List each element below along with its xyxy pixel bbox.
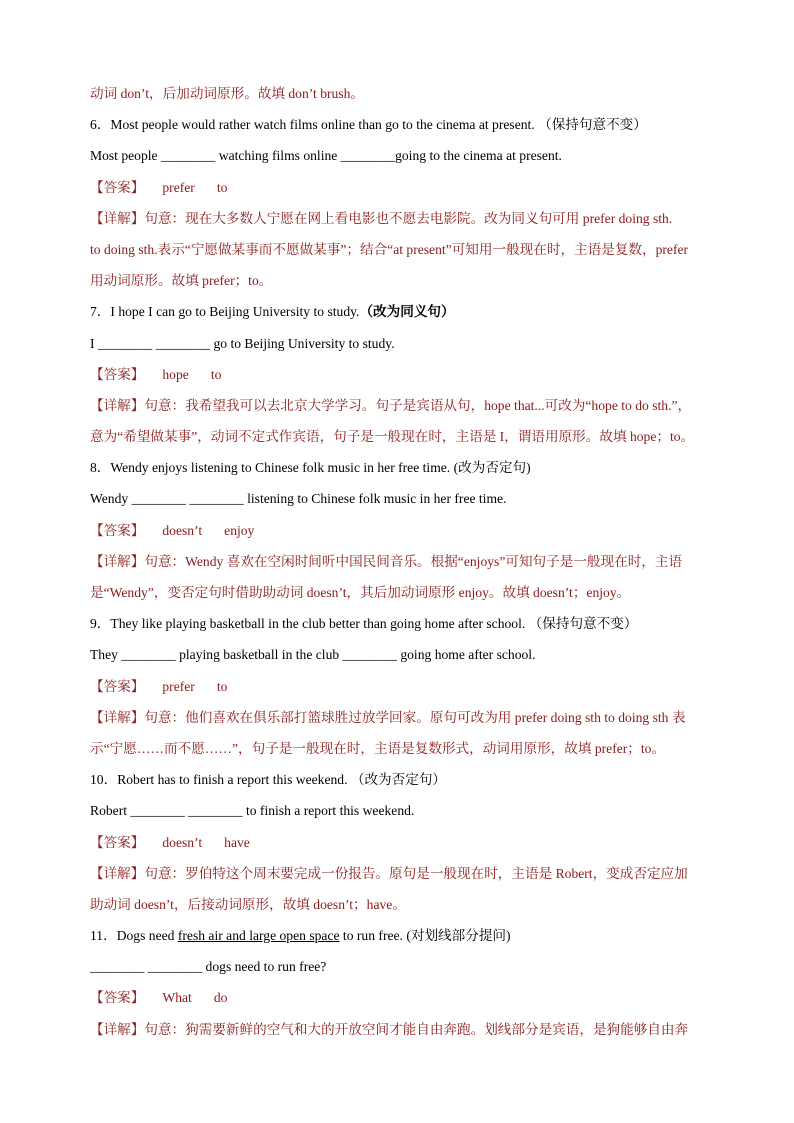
question-number: 7． (90, 304, 111, 320)
question-text: Dogs need (116, 928, 178, 944)
answer-value: doesn’t (162, 834, 203, 850)
detail-text: 示“宁愿……而不愿……”，句子是一般现在时，主语是复数形式，动词用原形，故填 prefer；to。 (90, 740, 666, 756)
answer-value: to (216, 179, 228, 195)
answer-value: hope (162, 366, 189, 382)
fill-in-sentence: I ________ ________ go to Beijing University to study. (90, 335, 395, 351)
question-11-detail (90, 1014, 710, 1045)
detail-label: 【详解】 (90, 397, 145, 413)
answer-label: 【答案】 (90, 366, 145, 382)
detail-text: 动词 don’t，后加动词原形。故填 don’t brush。 (90, 86, 365, 101)
question-10-detail-2 (90, 889, 710, 920)
answer-value: to (216, 678, 228, 694)
detail-text: 意为“希望做某事”，动词不定式作宾语，句子是一般现在时，主语是 I，谓语用原形。故填 hope；to。 (90, 429, 695, 445)
detail-label: 【详解】 (90, 709, 145, 725)
question-text: to run free. (对划线部分提问) (339, 928, 511, 944)
detail-continuation (90, 78, 710, 109)
detail-label: 【详解】 (90, 210, 145, 226)
answer-value: do (213, 990, 228, 1006)
detail-label: 【详解】 (90, 865, 145, 881)
question-9-fill (90, 639, 710, 670)
question-tag: （改为同义句） (359, 304, 455, 320)
detail-text: 用动词原形。故填 prefer；to。 (90, 273, 273, 289)
question-6 (90, 109, 710, 140)
detail-text: 助动词 doesn’t，后接动词原形，故填 doesn’t；have。 (90, 896, 406, 912)
question-6-detail-2 (90, 234, 710, 265)
question-8 (90, 452, 710, 483)
question-7 (90, 296, 710, 327)
question-8-fill (90, 483, 710, 514)
answer-value: prefer (162, 179, 195, 195)
question-7-fill (90, 328, 710, 359)
answer-value: What (162, 990, 192, 1006)
question-9-detail-2 (90, 733, 710, 764)
answer-label: 【答案】 (90, 990, 145, 1006)
answer-label: 【答案】 (90, 834, 145, 850)
question-11-answer (90, 982, 710, 1013)
question-6-detail (90, 203, 710, 234)
answer-label: 【答案】 (90, 678, 145, 694)
answer-value: have (224, 834, 250, 850)
detail-label: 【详解】 (90, 1021, 145, 1037)
question-number: 9． (90, 616, 111, 632)
question-text: Robert has to finish a report this weekend. （改为否定句） (117, 772, 447, 788)
answer-label: 【答案】 (90, 179, 145, 195)
question-number: 10． (90, 772, 118, 788)
question-10 (90, 764, 710, 795)
detail-text: 句意：我希望我可以去北京大学学习。句子是宾语从句，hope that...可改为“hope to do sth.”， (144, 397, 692, 413)
answer-value: prefer (162, 678, 195, 694)
detail-text: 句意：他们喜欢在俱乐部打篮球胜过放学回家。原句可改为用 prefer doing sth to doing sth 表 (144, 709, 686, 725)
question-8-detail-2 (90, 577, 710, 608)
detail-text: 句意：现在大多数人宁愿在网上看电影也不愿去电影院。改为同义句可用 prefer doing sth. (144, 210, 673, 226)
question-8-detail (90, 546, 710, 577)
detail-text: 句意：狗需要新鲜的空气和大的开放空间才能自由奔跑。划线部分是宾语，是狗能够自由奔 (144, 1021, 689, 1037)
answer-label: 【答案】 (90, 522, 145, 538)
question-10-detail (90, 858, 710, 889)
question-6-answer (90, 172, 710, 203)
question-6-detail-3 (90, 265, 710, 296)
question-11 (90, 920, 710, 951)
question-8-answer (90, 515, 710, 546)
question-number: 11． (90, 928, 117, 944)
question-11-fill (90, 951, 710, 982)
detail-text: 是“Wendy”，变否定句时借助助动词 doesn’t，其后加动词原形 enjoy。故填 doesn’t；enjoy。 (90, 585, 631, 600)
question-9 (90, 608, 710, 639)
question-text: Wendy enjoys listening to Chinese folk music in her free time. (改为否定句) (110, 460, 531, 476)
question-6-fill (90, 140, 710, 171)
question-7-detail (90, 390, 710, 421)
question-10-fill (90, 795, 710, 826)
detail-text: 句意：罗伯特这个周末要完成一份报告。原句是一般现在时，主语是 Robert，变成否定应加 (144, 865, 688, 881)
question-7-detail-2 (90, 421, 710, 452)
fill-in-sentence: ________ ________ dogs need to run free? (90, 959, 327, 975)
answer-value: doesn’t (162, 522, 203, 538)
question-9-detail (90, 702, 710, 733)
question-number: 6． (90, 117, 111, 133)
question-7-answer (90, 359, 710, 390)
question-9-answer (90, 671, 710, 702)
question-text: They like playing basketball in the club better than going home after school. （保持句意不变） (110, 616, 638, 632)
detail-label: 【详解】 (90, 553, 145, 569)
document-page (90, 78, 710, 1045)
fill-in-sentence: They ________ playing basketball in the club ________ going home after school. (90, 647, 536, 663)
question-text: Most people would rather watch films online than go to the cinema at present. （保持句意不变） (110, 117, 647, 133)
fill-in-sentence: Wendy ________ ________ listening to Chinese folk music in her free time. (90, 491, 507, 507)
answer-value: to (210, 366, 222, 382)
question-number: 8． (90, 460, 111, 476)
fill-in-sentence: Robert ________ ________ to finish a report this weekend. (90, 803, 415, 819)
detail-text: 句意：Wendy 喜欢在空闲时间听中国民间音乐。根据“enjoys”可知句子是一般现在时，主语 (144, 553, 683, 569)
fill-in-sentence: Most people ________ watching films online ________going to the cinema at present. (90, 148, 562, 164)
question-10-answer (90, 827, 710, 858)
underlined-phrase: fresh air and large open space (177, 928, 340, 944)
answer-value: enjoy (224, 522, 255, 538)
detail-text: to doing sth.表示“宁愿做某事而不愿做某事”；结合“at present”可知用一般现在时，主语是复数，prefer (90, 241, 689, 257)
question-text: I hope I can go to Beijing University to study. (110, 304, 360, 320)
